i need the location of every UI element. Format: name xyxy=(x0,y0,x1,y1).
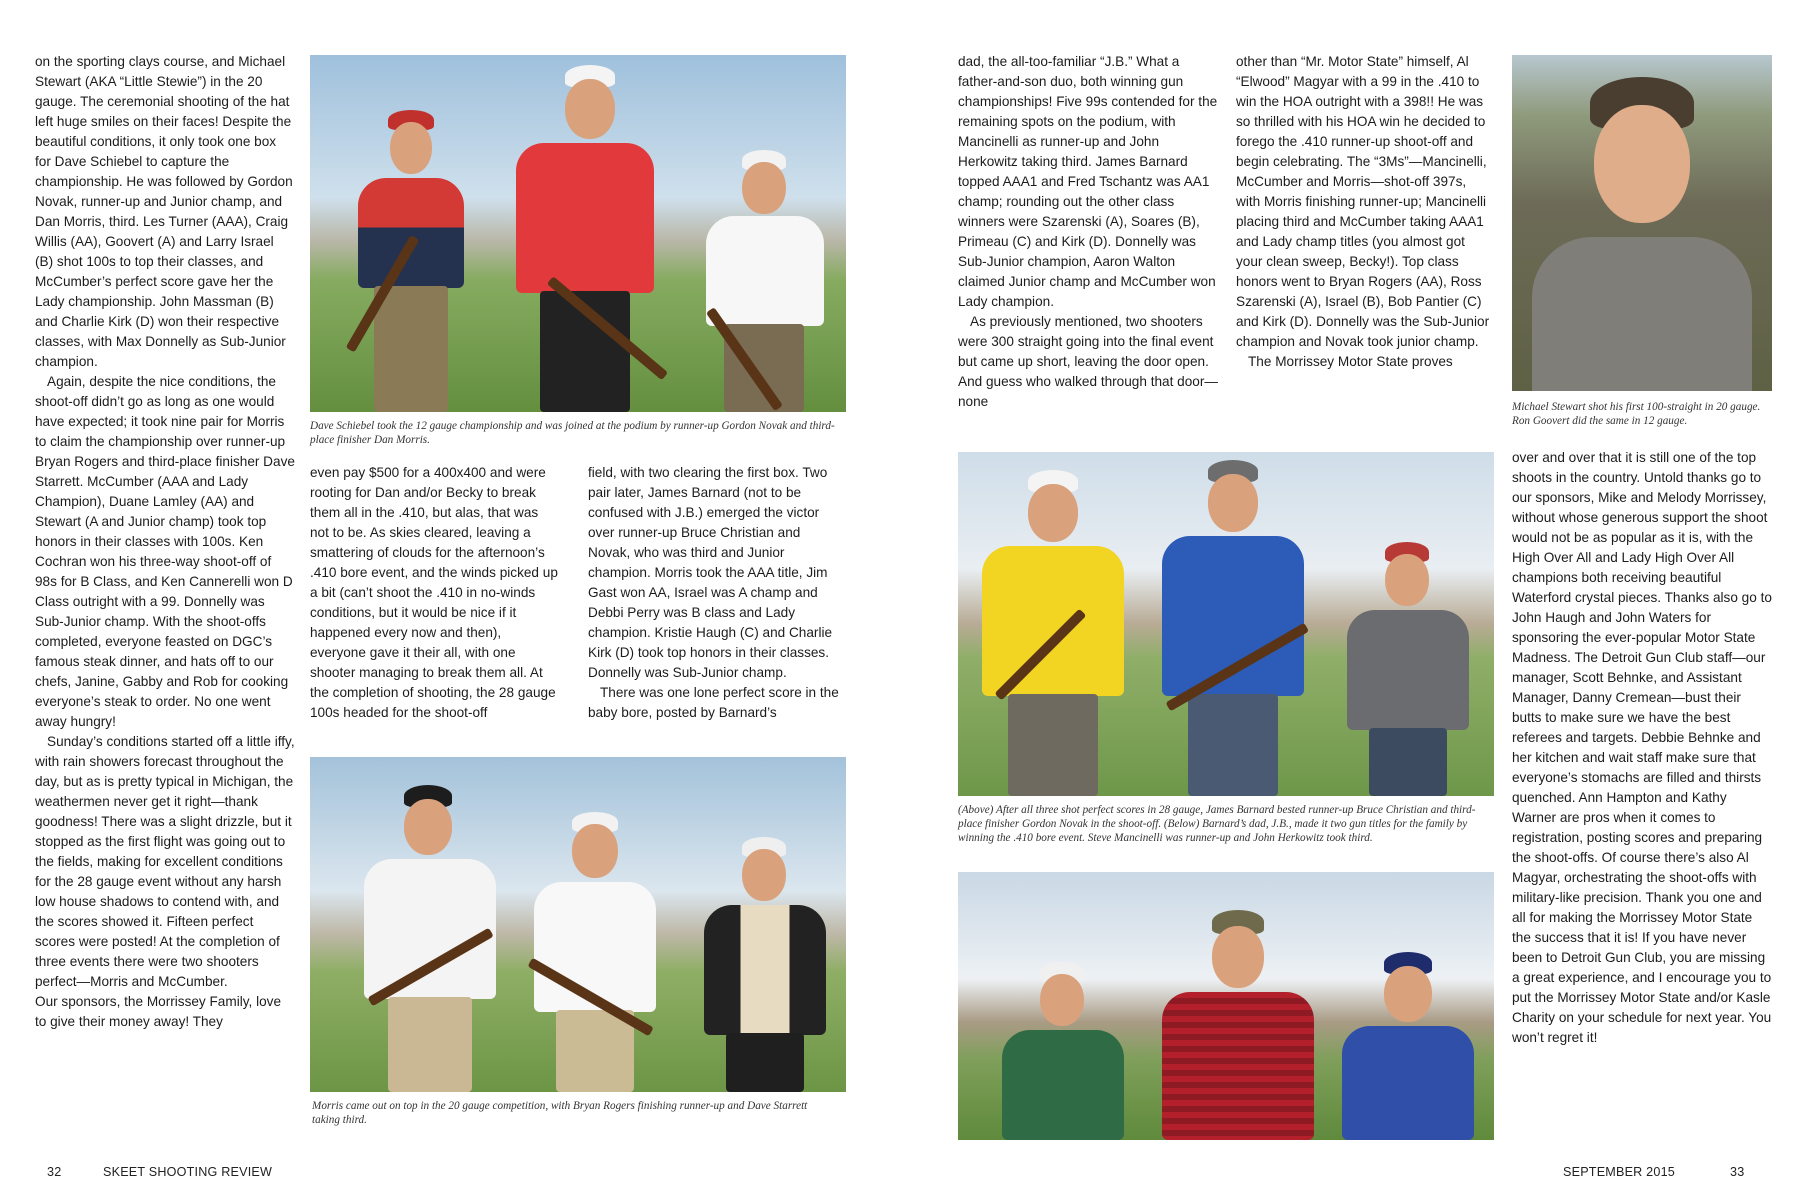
paragraph: The Morrissey Motor State proves xyxy=(1248,354,1453,369)
shooter-figure xyxy=(350,110,470,410)
left-column-1 xyxy=(35,52,295,1032)
shooter-figure xyxy=(1158,910,1318,1140)
right-column-3 xyxy=(1512,448,1774,1048)
paragraph: even pay $500 for a 400x400 and were rooting for Dan and/or Becky to break them all in the .410, but alas, that was not to be. As skies cleared, leaving a smattering of clouds for the afternoon’s .410 bore event, and the winds picked up a bit (can’t shoot the .410 in no-winds conditions, but it would be nice if it happened every now and then), everyone gave it their all, with one shooter managing to break them all. At the completion of shooting, the 28 gauge 100s headed for the shoot-off xyxy=(310,465,558,720)
paragraph: Again, despite the nice conditions, the shoot-off didn’t go as long as one would have expected; it took nine pair for Morris to claim the championship over runner-up Bryan Rogers and third-place finisher Dave Starrett. McCumber (AAA and Lady Champion), Duane Lamley (AA) and Stewart (A and Junior champ) took top honors in their classes with 100s. Ken Cochran won his three-way shoot-off of 98s for B Class, and Ken Cannerelli won D Class outright with a 99. Donnelly was Sub-Junior champ. With the shoot-offs completed, everyone feasted on DGC’s famous steak dinner, and hats off to our chefs, Janine, Gabby and Rob for cooking everyone’s steak to order. No one went away hungry! xyxy=(35,374,295,729)
shooter-figure xyxy=(1343,542,1473,796)
shooter-figure xyxy=(998,962,1128,1140)
photo-caption: Dave Schiebel took the 12 gauge championship and was joined at the podium by runner-up Gordon Novak and third-place finisher Dan Morris. xyxy=(310,420,835,446)
paragraph: field, with two clearing the first box. Two pair later, James Barnard (not to be confused with J.B.) emerged the victor over runner-up Bruce Christian and Novak, who was third and Junior champion. Morris took the AAA title, Jim Gast won AA, Israel was A champ and Debbi Perry was B class and Lady champion. Kristie Haugh (C) and Charlie Kirk (D) took top honors in their classes. Donnelly was Sub-Junior champ. xyxy=(588,465,833,680)
photo-28-gauge-podium xyxy=(958,452,1494,796)
shooter-figure xyxy=(1338,952,1478,1140)
photo-caption: Michael Stewart shot his first 100-straight in 20 gauge. Ron Goovert did the same in 12 gauge. xyxy=(1512,401,1761,427)
paragraph: dad, the all-too-familiar “J.B.” What a father-and-son duo, both winning gun championships! Five 99s contended for the remaining spots on the podium, with Mancinelli as runner-up and John Herkowitz taking third. James Barnard topped AAA1 and Fred Tschantz was AA1 champ; rounding out the other class winners were Szarenski (A), Soares (B), Primeau (C) and Kirk (D). Donnelly was Sub-Junior champion, Aaron Walton claimed Junior champ and McCumber won Lady champion. xyxy=(958,54,1218,309)
paragraph: over and over that it is still one of the top shoots in the country. Untold thanks go to our sponsors, Mike and Melody Morrissey, without whose generous support the shoot would not be as popular as it is, with the High Over All and Lady High Over All champions both receiving beautiful Waterford crystal pieces. Thanks also go to John Haugh and John Waters for sponsoring the ever-popular Motor State Madness. The Detroit Gun Club staff—our manager, Scott Behnke, and Assistant Manager, Danny Cremean—bust their butts to make sure we have the best referees and targets. Debbie Behnke and her kitchen and wait staff make sure that everyone’s stomachs are filled and thirsts quenched. Ann Hampton and Kathy Warner are pros when it comes to registration, posting scores and preparing the shoot-offs. Of course there’s also Al Magyar, orchestrating the shoot-offs with military-like precision. Thank you one and all for making the Morrissey Motor State the success that it is! If you have never been to Detroit Gun Club, you are missing a great experience, and I encourage you to put the Morrissey Motor State and/or Kasle Charity on your schedule for next year. You won’t regret it! xyxy=(1512,450,1772,1045)
shooter-figure xyxy=(1158,460,1308,796)
left-column-3 xyxy=(588,463,846,723)
paragraph: As previously mentioned, two shooters were 300 straight going into the final event but came up short, leaving the door open. And guess who walked through that door—none xyxy=(958,314,1218,409)
issue-date: SEPTEMBER 2015 xyxy=(1563,1165,1675,1179)
right-column-2 xyxy=(1236,52,1494,372)
shooter-figure xyxy=(700,150,830,412)
page-number: 32 xyxy=(47,1165,62,1179)
photo-caption: Morris came out on top in the 20 gauge competition, with Bryan Rogers finishing runner-up and Dave Starrett taking third. xyxy=(312,1100,808,1126)
page-number: 33 xyxy=(1730,1165,1745,1179)
paragraph: other than “Mr. Motor State” himself, Al “Elwood” Magyar with a 99 in the .410 to win the HOA outright with a 398!! He was so thrilled with his HOA win he decided to forego the .410 runner-up shoot-off and begin celebrating. The “3Ms”—Mancinelli, McCumber and Morris—shot-off 397s, with Morris finishing runner-up; Mancinelli placing third and McCumber taking AAA1 and Lady champ titles (you almost got your clean sweep, Becky!). Top class honors went to Bryan Rogers (AA), Ross Szarenski (A), Israel (B), Bob Pantier (C) and Kirk (D). Donnelly was the Sub-Junior champion and Novak took junior champ. xyxy=(1236,54,1490,349)
left-column-2 xyxy=(310,463,560,723)
photo-410-bore-podium xyxy=(958,872,1494,1140)
paragraph: on the sporting clays course, and Michael Stewart (AKA “Little Stewie”) in the 20 gauge. The ceremonial shooting of the hat left huge smiles on their faces! Despite the beautiful conditions, it only took one box for Dave Schiebel to capture the championship. He was followed by Gordon Novak, runner-up and Junior champ, and Dan Morris, third. Les Turner (AAA), Craig Willis (AA), Goovert (A) and Larry Israel (B) shot 100s to top their classes, and McCumber’s perfect score gave her the Lady championship. John Massman (B) and Charlie Kirk (D) won their respective classes, with Max Donnelly as Sub-Junior champion. xyxy=(35,54,293,369)
photo-portrait-michael-stewart xyxy=(1512,55,1772,391)
shooter-figure xyxy=(700,837,830,1092)
right-column-1 xyxy=(958,52,1220,412)
shooter-figure xyxy=(530,812,660,1092)
portrait-figure xyxy=(1532,77,1752,391)
photo-caption: (Above) After all three shot perfect scores in 28 gauge, James Barnard bested runner-up Bruce Christian and third-place finisher Gordon Novak in the shoot-off. (Below) Barnard’s dad, J.B., made it two gun titles for the family by winning the .410 bore event. Steve Mancinelli was runner-up and John Herkowitz took third. xyxy=(958,804,1476,844)
paragraph: There was one lone perfect score in the baby bore, posted by Barnard’s xyxy=(588,685,839,720)
paragraph: Our sponsors, the Morrissey Family, love to give their money away! They xyxy=(35,994,282,1029)
photo-20-gauge-podium xyxy=(310,757,846,1092)
paragraph: Sunday’s conditions started off a little iffy, with rain showers forecast throughout the day, but as is pretty typical in Michigan, the weathermen never get it right—thank goodness! There was a slight drizzle, but it stopped as the first flight was going out to the fields, making for excellent conditions for the 28 gauge event without any harsh low house shadows to contend with, and the scores showed it. Fifteen perfect scores were posted! At the completion of three events there were two shooters perfect—Morris and McCumber. xyxy=(35,734,295,989)
publication-title: SKEET SHOOTING REVIEW xyxy=(103,1165,273,1179)
photo-12-gauge-podium xyxy=(310,55,846,412)
